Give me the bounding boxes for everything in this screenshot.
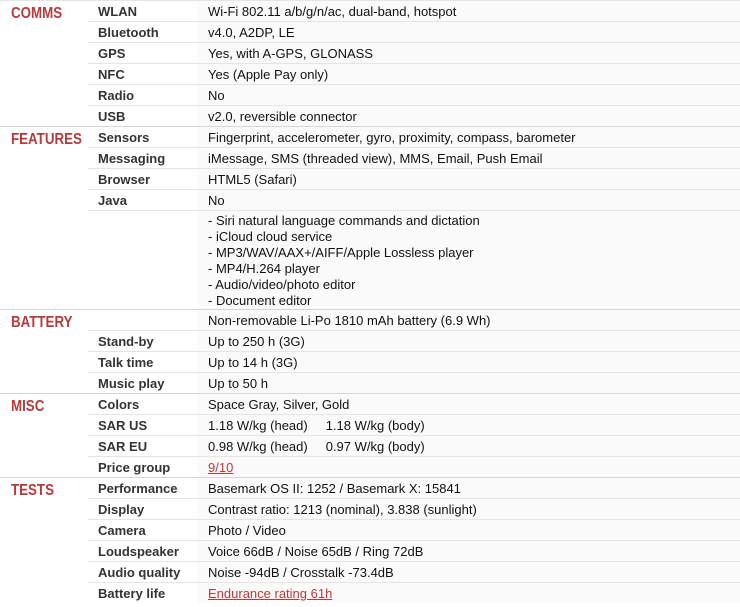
spec-value: [198, 436, 740, 456]
spec-row-bluetooth: [88, 21, 740, 42]
spec-value: [198, 583, 740, 603]
sar-body-value: 1.18 W/kg (body): [325, 418, 425, 433]
spec-label: GPS: [98, 46, 126, 61]
spec-value: Yes, with A-GPS, GLONASS: [198, 43, 740, 63]
spec-row-sar-us: [88, 414, 740, 435]
spec-row-standby: [88, 330, 740, 351]
spec-value: Wi-Fi 802.11 a/b/g/n/ac, dual-band, hotspot: [198, 1, 740, 21]
spec-row-nfc: [88, 63, 740, 84]
spec-label-empty: [88, 310, 198, 330]
spec-value: Space Gray, Silver, Gold: [198, 394, 740, 414]
spec-label: WLAN: [98, 4, 137, 19]
spec-label: SAR EU: [98, 439, 148, 454]
section-title-misc: MISC: [11, 398, 45, 415]
spec-row-sar-eu: [88, 435, 740, 456]
spec-label: Battery life: [98, 586, 166, 601]
spec-label: Loudspeaker: [98, 544, 179, 559]
section-title-features: FEATURES: [11, 131, 82, 148]
spec-row-gps: [88, 42, 740, 63]
spec-row-display: [88, 498, 740, 519]
spec-label: Camera: [98, 523, 146, 538]
section-comms: [0, 0, 740, 126]
endurance-rating-link[interactable]: Endurance rating 61h: [208, 586, 333, 601]
section-rows: [88, 310, 740, 393]
spec-value: Voice 66dB / Noise 65dB / Ring 72dB: [198, 541, 740, 561]
price-group-link[interactable]: 9/10: [208, 460, 234, 475]
spec-row-talktime: [88, 351, 740, 372]
spec-label: SAR US: [98, 418, 148, 433]
spec-label: Audio quality: [98, 565, 181, 580]
spec-label: Java: [98, 193, 127, 208]
feature-list-item: - MP4/H.264 player: [208, 261, 320, 276]
spec-value: v4.0, A2DP, LE: [198, 22, 740, 42]
spec-value-list: [198, 211, 740, 309]
section-misc: [0, 393, 740, 477]
spec-label: Display: [98, 502, 145, 517]
spec-value: Contrast ratio: 1213 (nominal), 3.838 (sunlight): [198, 499, 740, 519]
spec-label: Stand-by: [98, 334, 154, 349]
spec-label: Talk time: [98, 355, 154, 370]
spec-label: Browser: [98, 172, 151, 187]
section-features: [0, 126, 740, 309]
spec-label: Colors: [98, 397, 140, 412]
sar-body-value: 0.97 W/kg (body): [325, 439, 425, 454]
spec-label: Performance: [98, 481, 178, 496]
sar-head-value: 1.18 W/kg (head): [208, 418, 308, 433]
spec-row-java: [88, 189, 740, 210]
spec-label: Sensors: [98, 130, 150, 145]
spec-row-wlan: [88, 1, 740, 21]
spec-row-sensors: [88, 127, 740, 147]
section-title-comms: COMMS: [11, 5, 63, 22]
section-tests: [0, 477, 740, 603]
spec-value: No: [198, 85, 740, 105]
spec-row-battery-life: [88, 582, 740, 603]
spec-row-loudspeaker: [88, 540, 740, 561]
spec-row-colors: [88, 394, 740, 414]
section-rows: [88, 1, 740, 126]
section-rows: [88, 394, 740, 477]
section-battery: [0, 309, 740, 393]
spec-value: Up to 250 h (3G): [198, 331, 740, 351]
feature-list-item: - Siri natural language commands and dictation: [208, 213, 480, 228]
spec-value: Noise -94dB / Crosstalk -73.4dB: [198, 562, 740, 582]
spec-value: Yes (Apple Pay only): [198, 64, 740, 84]
section-rows: [88, 478, 740, 603]
spec-label-empty: [88, 211, 198, 309]
section-rows: [88, 127, 740, 309]
spec-label: Price group: [98, 460, 171, 475]
sar-head-value: 0.98 W/kg (head): [208, 439, 308, 454]
spec-row-messaging: [88, 147, 740, 168]
section-title-tests: TESTS: [11, 482, 54, 499]
feature-list-item: - Audio/video/photo editor: [208, 277, 356, 292]
spec-value: v2.0, reversible connector: [198, 106, 740, 126]
spec-value: [198, 457, 740, 477]
spec-value: Basemark OS II: 1252 / Basemark X: 15841: [198, 478, 740, 498]
spec-row-performance: [88, 478, 740, 498]
spec-value: No: [198, 190, 740, 210]
spec-label: NFC: [98, 67, 125, 82]
spec-row-audio-quality: [88, 561, 740, 582]
spec-value: HTML5 (Safari): [198, 169, 740, 189]
spec-label: Bluetooth: [98, 25, 159, 40]
spec-label: Music play: [98, 376, 165, 391]
section-title-battery: BATTERY: [11, 314, 73, 331]
feature-list-item: - iCloud cloud service: [208, 229, 333, 244]
spec-value: iMessage, SMS (threaded view), MMS, Email, Push Email: [198, 148, 740, 168]
spec-label: Radio: [98, 88, 135, 103]
spec-row-musicplay: [88, 372, 740, 393]
spec-row-camera: [88, 519, 740, 540]
spec-row-extras: [88, 210, 740, 309]
spec-row-usb: [88, 105, 740, 126]
spec-value: Fingerprint, accelerometer, gyro, proximity, compass, barometer: [198, 127, 740, 147]
spec-row-browser: [88, 168, 740, 189]
spec-row-radio: [88, 84, 740, 105]
spec-value: Up to 50 h: [198, 373, 740, 393]
spec-label: USB: [98, 109, 126, 124]
spec-row-price-group: [88, 456, 740, 477]
spec-value: Non-removable Li-Po 1810 mAh battery (6.9 Wh): [198, 310, 740, 330]
feature-list-item: - Document editor: [208, 293, 312, 308]
spec-value: Up to 14 h (3G): [198, 352, 740, 372]
spec-value: [198, 415, 740, 435]
feature-list-item: - MP3/WAV/AAX+/AIFF/Apple Lossless player: [208, 245, 474, 260]
spec-label: Messaging: [98, 151, 166, 166]
spec-row-battery-main: [88, 310, 740, 330]
spec-value: Photo / Video: [198, 520, 740, 540]
